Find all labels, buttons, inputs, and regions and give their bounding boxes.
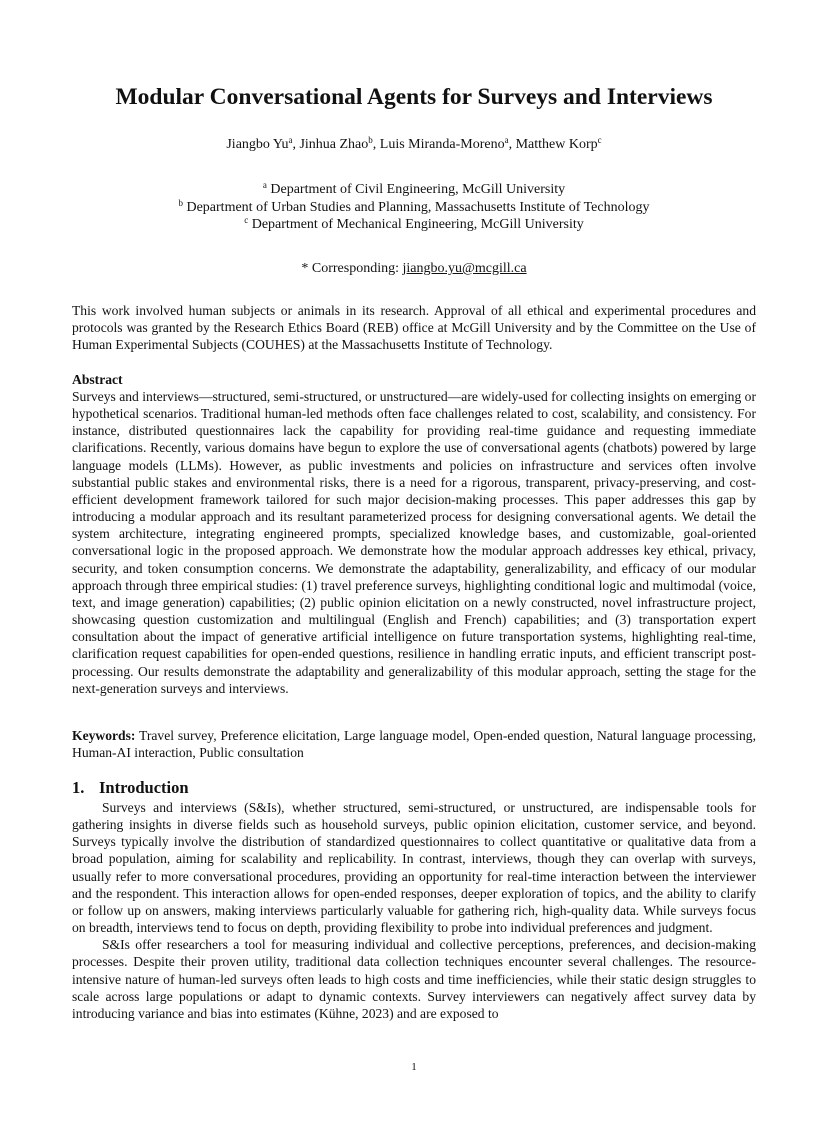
- introduction-body: [72, 799, 756, 1022]
- paper-title: Modular Conversational Agents for Surveys and Interviews: [115, 84, 713, 110]
- affiliation-text: Department of Mechanical Engineering, McGill University: [251, 217, 584, 232]
- affiliation: [40, 216, 788, 234]
- page-number: 1: [411, 1061, 417, 1073]
- corresponding-author: [40, 260, 788, 278]
- corresponding-label: * Corresponding:: [301, 261, 403, 276]
- abstract-text: Surveys and interviews—structured, semi-structured, or unstructured—are widely-used for collecting insights on emerging or hypothetical scenarios. Traditional human-led methods often face challenges related to cost, scalability, and consistency. For instance, distributed questionnaires lack the capability for providing real-time guidance and requesting immediate clarifications. Recently, various domains have begun to explore the use of conversational agents (chatbots) powered by large language models (LLMs). However, as public investments and policies on infrastructure and services often involve substantial public stakes and environmental risks, there is a need for a rigorous, transparent, privacy-preserving, and cost-efficient development framework tailored for such major decision-making processes. This paper addresses this gap by introducing a modular approach and its resultant parameterized process for designing conversational agents. We detail the system architecture, integrating engineered prompts, specialized knowledge bases, and customizable, goal-oriented conversational logic in the proposed approach. We demonstrate how the modular approach addresses key ethical, privacy, security, and token consumption concerns. We demonstrate the adaptability, generalizability, and efficacy of our modular approach through three empirical studies: (1) travel preference surveys, highlighting conditional logic and multimodal (voice, text, and image generation) capabilities; (2) public opinion elicitation on a newly constructed, novel infrastructure project, showcasing question customization and multilingual (English and French) capabilities; and (3) transportation expert consultation about the impact of generative artificial intelligence on future transportation systems, highlighting real-time, clarification request capabilities for open-ended questions, resilience in handling erratic inputs, and efficient transcript post-processing. Our results demonstrate the adaptability and generalizability of this modular approach, setting the stage for the next-generation surveys and interviews.: [72, 389, 756, 696]
- author-name: Matthew Korp: [515, 137, 598, 152]
- abstract-heading: Abstract: [72, 372, 123, 387]
- affiliation-mark: a: [262, 180, 267, 190]
- author-list: Jiangbo Yu$^a$, Jinhua Zhao$^b$, Luis Miranda-Moreno$^a$, Matthew Korp$^c$: [226, 135, 602, 152]
- affiliation-text: Department of Urban Studies and Planning, Massachusetts Institute of Technology: [186, 199, 650, 215]
- affiliation-text: Department of Civil Engineering, McGill University: [270, 182, 566, 197]
- affiliation: [40, 181, 788, 199]
- section-number: 1.: [72, 778, 85, 797]
- author-affiliation-mark: a: [504, 135, 509, 145]
- author-name: Jiangbo Yu: [226, 137, 289, 152]
- section-heading: [72, 778, 189, 798]
- affiliation-mark: c: [244, 215, 249, 225]
- paragraph: S&Is offer researchers a tool for measuring individual and collective perceptions, preferences, and decision-making processes. Despite their proven utility, traditional data collection techniques encounter several challenges. The resource-intensive nature of human-led surveys often leads to high costs and time inefficiencies, while their static design struggles to scale across large populations or adapt to dynamic contexts. Survey interviewers can negatively affect survey data by introducing variance and bias into estimates (Kühne, 2023) and are exposed to: [72, 937, 756, 1021]
- author-name: Luis Miranda-Moreno: [379, 137, 505, 152]
- affiliation: [40, 199, 788, 217]
- keywords-text: Travel survey, Preference elicitation, Large language model, Open-ended question, Natural language processing, Human-AI interaction, Public consultation: [72, 728, 756, 761]
- affiliation-mark: b: [178, 197, 183, 208]
- ethics-statement: This work involved human subjects or animals in its research. Approval of all ethical and experimental procedures and protocols was granted by the Research Ethics Board (REB) office at McGill University and by the Committee on the Use of Human Experimental Subjects (COUHES) at the Massachusetts Institute of Technology.: [72, 303, 756, 353]
- section-title: Introduction: [99, 778, 189, 797]
- author-affiliation-mark: b: [368, 135, 373, 145]
- corresponding-email-link[interactable]: jiangbo.yu@mcgill.ca: [402, 261, 527, 276]
- author-name: Jinhua Zhao: [299, 137, 369, 152]
- author-affiliation-mark: a: [288, 135, 293, 145]
- keywords: [72, 727, 756, 761]
- author-affiliation-mark: c: [597, 135, 602, 145]
- paragraph: Surveys and interviews (S&Is), whether structured, semi-structured, or unstructured, are indispensable tools for gathering insights in diverse fields such as household surveys, public opinion elicitation, customer service, and beyond. Surveys typically involve the distribution of standardized questionnaires to collect quantitative or qualitative data from a broad population, aiming for scalability and replicability. In contrast, interviews, though they can overlap with surveys, usually refer to more conversational procedures, providing an opportunity for real-time interaction between the interviewer and the respondent. This interaction allows for open-ended responses, deeper exploration of topics, and the ability to clarify or follow up on answers, making interviews particularly valuable for gathering rich, high-quality data. While surveys focus on breadth, interviews tend to focus on depth, providing flexibility to probe into individual preferences and judgment.: [72, 800, 756, 936]
- affiliation-list: [40, 181, 788, 234]
- keywords-label: Keywords:: [72, 728, 136, 743]
